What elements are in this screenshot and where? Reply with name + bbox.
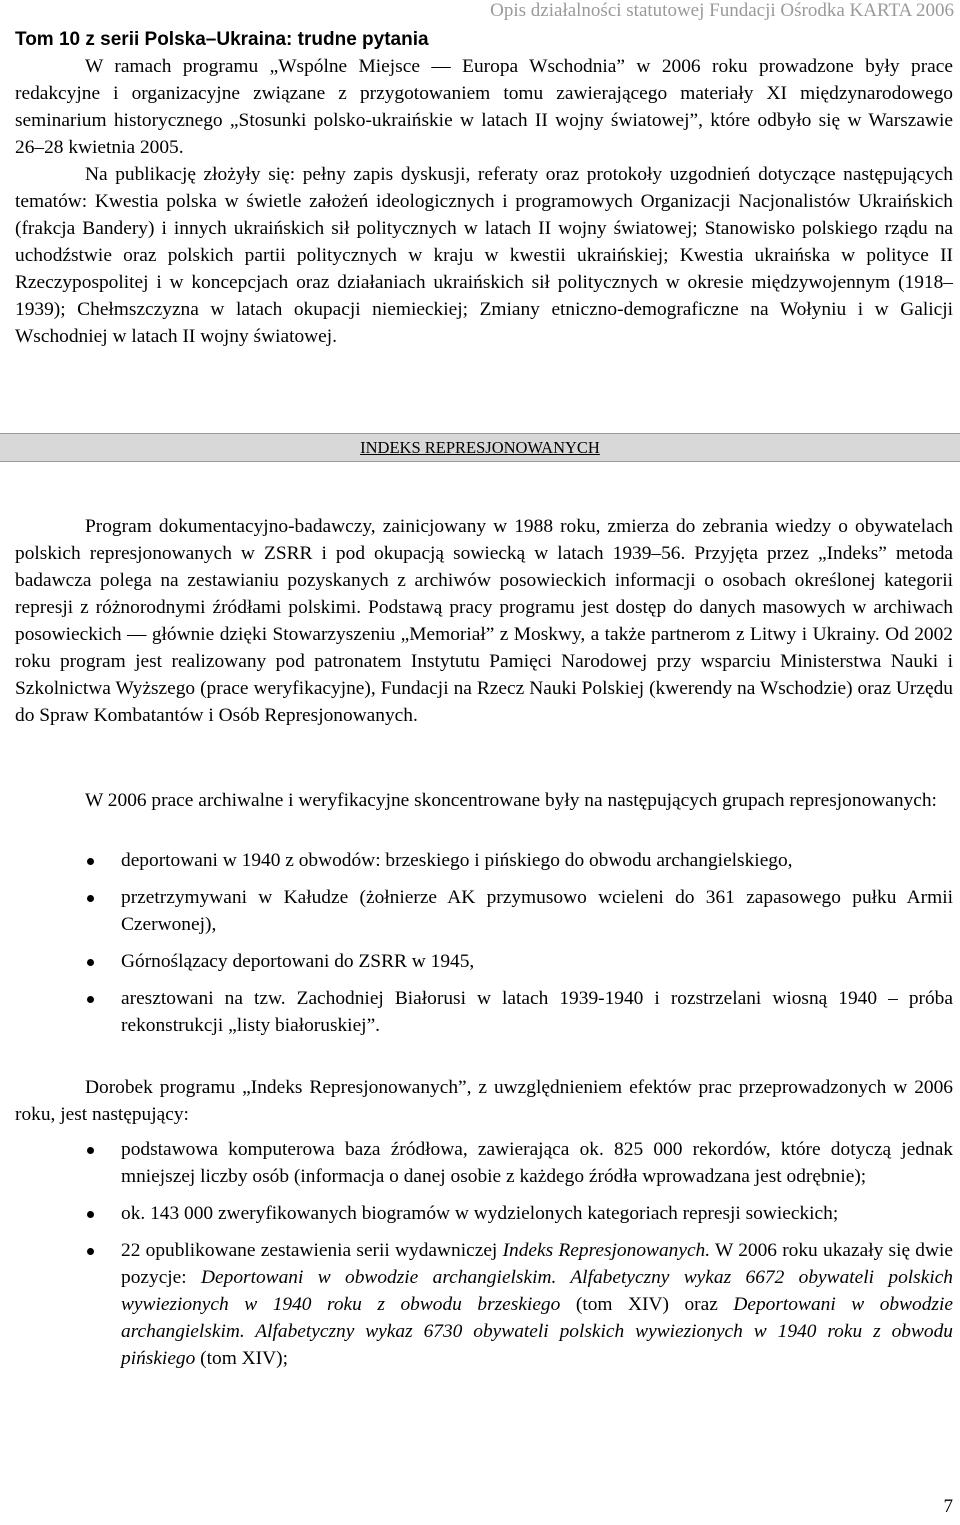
indeks-paragraph-1: Program dokumentacyjno-badawczy, zainicjowany w 1988 roku, zmierza do zebrania wiedzy o obywatelach polskich represjonowanych w ZSRR i pod okupacją sowiecką w latach 1939–56. Przyjęta przez „Indeks” metoda badawcza polega na zestawianiu pozyskanych z archiwów posowieckich informacji o osobach określonej kategorii represji z różnorodnymi źródłami polskimi. Podstawą pracy programu jest dostęp do danych masowych w archiwach posowieckich — głównie dzięki Stowarzyszeniu „Memoriał” z Moskwy, a także partnerom z Litwy i Ukrainy. Od 2002 roku program jest realizowany pod patronatem Instytutu Pamięci Narodowej przy wsparciu Ministerstwa Nauki i Szkolnictwa Wyższego (prace weryfikacyjne), Fundacji na Rzecz Nauki Polskiej (kwerendy na Wschodzie) oraz Urzędu do Spraw Kombatantów i Osób Represjonowanych.	[15, 516, 953, 726]
list-item	[0, 847, 953, 874]
banner-title: INDEKS REPRESJONOWANYCH	[360, 438, 600, 457]
tom10-paragraph-2: Na publikację złożyły się: pełny zapis dyskusji, referaty oraz protokoły uzgodnień dotyczące następujących tematów: Kwestia polska w świetle założeń ideologicznych i programowych Organizacji Nacjonalistów Ukraińskich (frakcja Bandery) i innych ukraińskich sił politycznych w latach II wojny światowej; Stanowisko polskiego rządu na uchodźstwie oraz polskich partii politycznych w kraju w kwestii ukraińskiej; Kwestia ukraińska w polityce II Rzeczypospolitej i w koncepcjach oraz działaniach ukraińskich sił politycznych w okresie międzywojennym (1918–1939); Chełmszczyzna w latach okupacji niemieckiej; Zmiany etniczno-demograficzne na Wołyniu i w Galicji Wschodniej w latach II wojny światowej.	[15, 164, 953, 347]
bullet-icon	[87, 1147, 94, 1154]
text-segment: 22 opublikowane zestawienia serii wydawniczej	[121, 1240, 503, 1261]
list-item-text: ok. 143 000 zweryfikowanych biogramów w wydzielonych kategoriach represji sowieckich;	[121, 1203, 839, 1224]
list-item	[0, 1237, 953, 1372]
program-results-list	[0, 1136, 953, 1372]
list-item-text: deportowani w 1940 z obwodów: brzeskiego i pińskiego do obwodu archangielskiego,	[121, 850, 793, 871]
text-segment: W 2006 roku ukazały się dwie pozycje:	[121, 1240, 953, 1288]
indeks-paragraph-3: Dorobek programu „Indeks Represjonowanych”, z uwzględnieniem efektów prac przeprowadzonych w 2006 roku, jest następujący:	[15, 1077, 953, 1125]
list-item	[0, 1200, 953, 1227]
list-item-text: Górnoślązacy deportowani do ZSRR w 1945,	[121, 951, 475, 972]
book-title-brzeski: Deportowani w obwodzie archangielskim. Alfabetyczny wykaz 6672 obywateli polskich wywiezionych w 1940 roku z obwodu brzeskiego	[121, 1267, 954, 1315]
bullet-icon	[87, 1248, 94, 1255]
list-item-text: podstawowa komputerowa baza źródłowa, zawierająca ok. 825 000 rekordów, które dotyczą jednak mniejszej liczby osób (informacja o danej osobie z każdego źródła wprowadzana jest odrębnie);	[121, 1139, 953, 1187]
tom10-paragraph-1: W ramach programu „Wspólne Miejsce — Europa Wschodnia” w 2006 roku prowadzone były prace redakcyjne i organizacyjne związane z przygotowaniem tomu zawierającego materiały XI międzynarodowego seminarium historycznego „Stosunki polsko-ukraińskie w latach II wojny światowej”, które odbyło się w Warszawie 26–28 kwietnia 2005.	[15, 56, 953, 158]
page-number: 7	[943, 1496, 953, 1517]
book-title-pinski: Deportowani w obwodzie archangielskim. Alfabetyczny wykaz 6730 obywateli polskich wywiezionych w 1940 roku z obwodu pińskiego	[121, 1294, 953, 1369]
section-banner-indeks	[0, 433, 960, 462]
bullet-icon	[87, 996, 94, 1003]
bullet-icon	[87, 1211, 94, 1218]
repressed-groups-list	[0, 847, 953, 1039]
series-title: Indeks Represjonowanych.	[502, 1240, 711, 1261]
list-item-text	[121, 1240, 953, 1369]
section-title-tom10: Tom 10 z serii Polska–Ukraina: trudne pytania	[15, 29, 429, 50]
running-header: Opis działalności statutowej Fundacji Ośrodka KARTA 2006	[490, 0, 954, 21]
indeks-paragraph-2: W 2006 prace archiwalne i weryfikacyjne skoncentrowane były na następujących grupach represjonowanych:	[85, 790, 937, 811]
list-item	[0, 884, 953, 938]
text-segment: (tom XIV);	[195, 1348, 288, 1369]
list-item-text: przetrzymywani w Kałudze (żołnierze AK przymusowo wcieleni do 361 zapasowego pułku Armii Czerwonej),	[121, 887, 953, 935]
bullet-icon	[87, 959, 94, 966]
list-item-text: aresztowani na tzw. Zachodniej Białorusi w latach 1939-1940 i rozstrzelani wiosną 1940 – próba rekonstrukcji „listy białoruskiej”.	[121, 988, 953, 1036]
list-item	[0, 948, 953, 975]
bullet-icon	[87, 895, 94, 902]
text-segment: (tom XIV) oraz	[560, 1294, 734, 1315]
list-item	[0, 985, 953, 1039]
list-item	[0, 1136, 953, 1190]
bullet-icon	[87, 858, 94, 865]
